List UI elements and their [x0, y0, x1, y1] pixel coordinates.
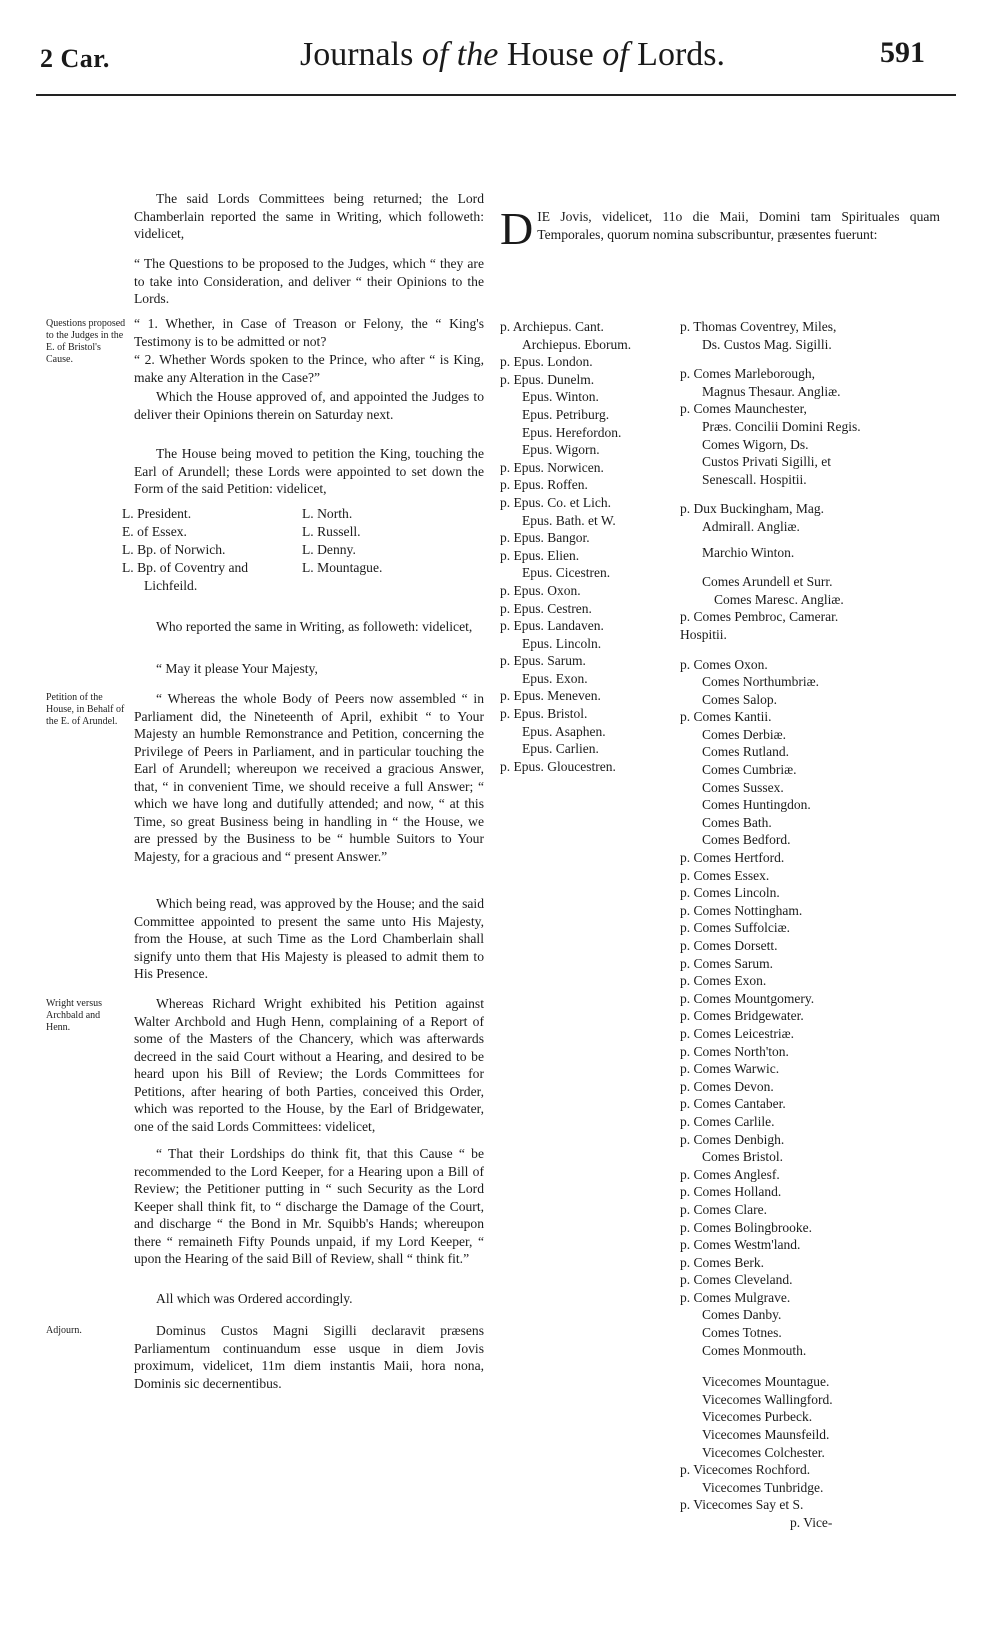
- report-writing: Who reported the same in Writing, as followeth: videlicet,: [156, 619, 473, 634]
- committee-right: L. North. L. Russell. L. Denny. L. Mountague.: [302, 506, 383, 575]
- die-jovis-heading: D IE Jovis, videlicet, 11o die Maii, Domini tam Spirituales quam Temporales, quorum nomina subscribuntur, præsentes fuerunt:: [500, 203, 940, 254]
- margin-note-petition: Petition of the House, in Behalf of the E. of Arundel.: [46, 692, 125, 727]
- regnal-year: 2 Car.: [40, 44, 110, 73]
- page-number: 591: [880, 36, 925, 69]
- petition-motion: The House being moved to petition the King, touching the Earl of Arundell; these Lords were appointed to set down the Form of the said Petition: videlicet,: [134, 446, 484, 496]
- margin-note-questions: Questions proposed to the Judges in the E. of Bristol's Cause.: [46, 318, 126, 365]
- petition-text: “ Whereas the whole Body of Peers now assembled “ in Parliament did, the Nineteenth of April, exhibit “ to Your Majesty an humble Remonstrance and Petition, concerning the Privilege of Peers in Parliament, and in particular touching the Earl of Arundell; whereupon we received a gracious Answer, that, “ in convenient Time, we should receive a full Answer; “ which we have long and dutifully attended; and now, “ at this Time, so great Business being in handling in “ the House, we are pressed by the Business to be “ humble Suitors to Your Majesty, for a gracious and “ present Answer.”: [134, 691, 484, 864]
- wright-petition: Whereas Richard Wright exhibited his Petition against Walter Archbold and Hugh Henn, complaining of a Report of some of the Masters of the Chancery, which was afterwards decreed in the said Court without a Hearing, and desired to be heard upon his Bill of Review; the Lords Committees for Petitions, after hearing of both Parties, conceived this Order, which was reported to the House, by the Earl of Bridgewater, one of the said Lords Committees: videlicet,: [134, 996, 484, 1134]
- viscounts-list: Vicecomes Mountague. Vicecomes Wallingford. Vicecomes Purbeck. Vicecomes Maunsfeild. Vicecomes Colchester. p. Vicecomes Rochford. Vicecomes Tunbridge. p. Vicecomes Say et S. p. Vice-: [680, 1374, 833, 1530]
- spiritual-lords-list: p. Archiepus. Cant. Archiepus. Eborum. p. Epus. London. p. Epus. Dunelm. Epus. Winton. Epus. Petriburg. Epus. Herefordon. Epus. Wigorn. p. Epus. Norwicen. p. Epus. Roffen. p. Epus. Co. et Lich. Epus. Bath. et W. p. Epus. Bangor. p. Epus. Elien. Epus. Cicestren. p. Epus. Oxon. p. Epus. Cestren. p. Epus. Landaven. Epus. Lincoln. p. Epus. Sarum. Epus. Exon. p. Epus. Meneven. p. Epus. Bristol. Epus. Asaphen. Epus. Carlien. p. Epus. Gloucestren.: [500, 319, 632, 774]
- temporal-lords-list: [680, 318, 880, 1532]
- question-two: “ 2. Whether Words spoken to the Prince, who after “ is King, make any Alteration in the Case?”: [134, 352, 484, 385]
- officer-group: p. Thomas Coventrey, Miles, Ds. Custos Mag. Sigilli.: [680, 319, 837, 352]
- approved-paragraph: Which being read, was approved by the House; and the said Committee appointed to present the same unto His Majesty, from the House, at such Time as the Lord Chamberlain shall signify unto them that His Majesty is pleased to admit them to His Presence.: [134, 896, 484, 981]
- ordered-line: All which was Ordered accordingly.: [156, 1291, 353, 1306]
- header-rule: [36, 94, 956, 96]
- officer-group: p. Comes Marleborough, Magnus Thesaur. Angliæ. p. Comes Maunchester, Præs. Concilii Domini Regis. Comes Wigorn, Ds. Custos Privati Sigilli, et Senescall. Hospitii.: [680, 366, 861, 487]
- questions-heading: “ The Questions to be proposed to the Judges, which “ they are to take into Consideration, and deliver “ their Opinions to the Lords.: [134, 256, 484, 306]
- committee-left: L. President. E. of Essex. L. Bp. of Norwich. L. Bp. of Coventry and Lichfeild.: [122, 506, 249, 593]
- question-one: “ 1. Whether, in Case of Treason or Felony, the “ King's Testimony is to be admitted or not?: [134, 316, 484, 349]
- margin-note-wright: Wright versus Archbald and Henn.: [46, 998, 102, 1033]
- page-header: [0, 0, 992, 90]
- margin-note-adjourn: Adjourn.: [46, 1325, 82, 1336]
- drop-cap: D: [500, 203, 534, 254]
- earls-list: p. Comes Oxon. Comes Northumbriæ. Comes Salop. p. Comes Kantii. Comes Derbiæ. Comes Rutland. Comes Cumbriæ. Comes Sussex. Comes Huntingdon. Comes Bath. Comes Bedford. p. Comes Hertford. p. Comes Essex. p. Comes Lincoln. p. Comes Nottingham. p. Comes Suffolciæ. p. Comes Dorsett. p. Comes Sarum. p. Comes Exon. p. Comes Mountgomery. p. Comes Bridgewater. p. Comes Leicestriæ. p. Comes North'ton. p. Comes Warwic. p. Comes Devon. p. Comes Cantaber. p. Comes Carlile. p. Comes Denbigh. Comes Bristol. p. Comes Anglesf. p. Comes Holland. p. Comes Clare. p. Comes Bolingbrooke. p. Comes Westm'land. p. Comes Berk. p. Comes Cleveland. p. Comes Mulgrave. Comes Danby. Comes Totnes. Comes Monmouth.: [680, 656, 819, 1358]
- committee-list: [122, 505, 482, 595]
- officer-group: p. Dux Buckingham, Mag. Admirall. Angliæ. Marchio Winton.: [680, 501, 824, 560]
- adjournment: Dominus Custos Magni Sigilli declaravit præsens Parliamentum continuandum esse usque in diem Jovis proximum, videlicet, 11m diem instantis Maii, hora nona, Dominis sic decernentibus.: [134, 1323, 484, 1391]
- approval-paragraph: Which the House approved of, and appointed the Judges to deliver their Opinions therein on Saturday next.: [134, 389, 484, 422]
- salutation: “ May it please Your Majesty,: [156, 661, 318, 676]
- report-paragraph: The said Lords Committees being returned; the Lord Chamberlain reported the same in Writing, which followeth: videlicet,: [134, 191, 484, 241]
- running-title: Journals of the House of Lords.: [300, 36, 725, 73]
- wright-order: “ That their Lordships do think fit, that this Cause “ be recommended to the Lord Keeper, for a Hearing upon a Bill of Review; the Petitioner putting in “ such Security as the Lord Keeper shall think fit, to “ discharge the Damage of the Court, and discharge “ the Bond in Mr. Squibb's Hands; whereupon there “ remaineth Fifty Pounds unpaid, if my Lord Keeper, “ upon the Hearing of the said Bill of Review, shall “ think fit.”: [134, 1146, 484, 1266]
- officer-group: Comes Arundell et Surr. Comes Maresc. Angliæ. p. Comes Pembroc, Camerar. Hospitii.: [680, 574, 844, 642]
